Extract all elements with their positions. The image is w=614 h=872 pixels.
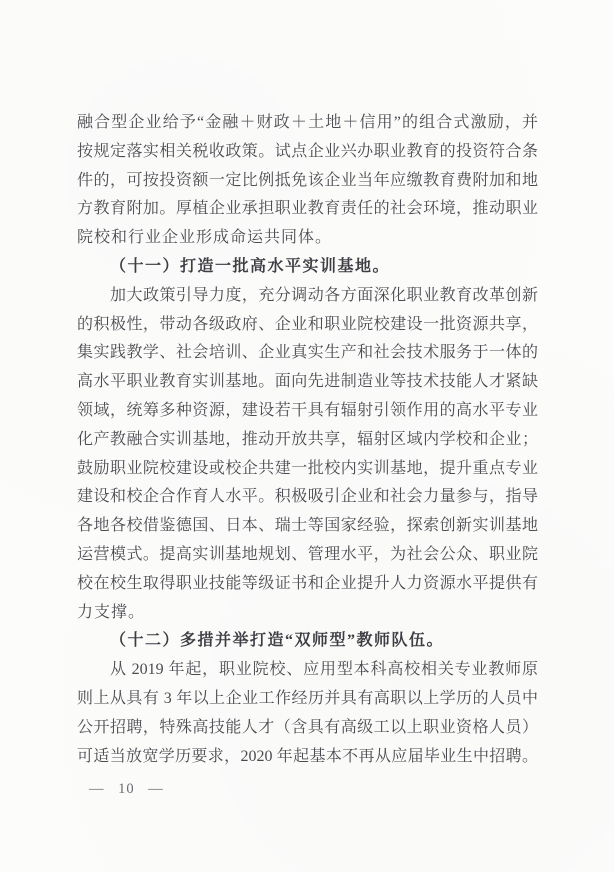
body-line: 按规定落实相关税收政策。试点企业兴办职业教育的投资符合条 — [77, 142, 538, 160]
body-line: 可适当放宽学历要求，2020 年起基本不再从应届毕业生中招聘。 — [77, 747, 538, 765]
body-line: 方教育附加。厚植企业承担职业教育责任的社会环境，推动职业 — [77, 200, 538, 218]
body-line: 建设和校企合作育人水平。积极吸引企业和社会力量参与，指导 — [77, 488, 538, 506]
body-line: 从 2019 年起，职业院校、应用型本科高校相关专业教师原 — [110, 661, 538, 679]
body-line: 集实践教学、社会培训、企业真实生产和社会技术服务于一体的 — [77, 344, 538, 362]
body-line: 各地各校借鉴德国、日本、瑞士等国家经验，探索创新实训基地 — [77, 517, 538, 535]
body-line: 融合型企业给予“金融＋财政＋土地＋信用”的组合式激励，并 — [77, 114, 538, 131]
body-line: 加大政策引导力度，充分调动各方面深化职业教育改革创新 — [110, 286, 538, 304]
body-line: 鼓励职业院校建设或校企共建一批校内实训基地，提升重点专业 — [77, 459, 538, 477]
body-line: 的积极性，带动各级政府、企业和职业院校建设一批资源共享， — [77, 315, 538, 333]
body-line: 件的，可按投资额一定比例抵免该企业当年应缴教育费附加和地 — [77, 171, 538, 189]
body-text — [77, 109, 538, 771]
body-line: 力支撑。 — [77, 603, 146, 621]
body-line: 高水平职业教育实训基地。面向先进制造业等技术技能人才紧缺 — [77, 373, 538, 391]
section-heading-12: （十二）多措并举打造“双师型”教师队伍。 — [110, 632, 445, 650]
body-line: 则上从具有 3 年以上企业工作经历并具有高职以上学历的人员中 — [77, 689, 538, 707]
page-number: — 10 — — [89, 781, 164, 797]
body-line: 领域，统筹多种资源，建设若干具有辐射引领作用的高水平专业 — [77, 401, 538, 419]
body-line: 校在校生取得职业技能等级证书和企业提升人力资源水平提供有 — [77, 574, 538, 592]
body-line: 院校和行业企业形成命运共同体。 — [77, 229, 333, 247]
body-line: 公开招聘，特殊高技能人才（含具有高级工以上职业资格人员） — [77, 718, 538, 736]
section-heading-11: （十一）打造一批高水平实训基地。 — [110, 257, 391, 275]
body-line: 运营模式。提高实训基地规划、管理水平，为社会公众、职业院 — [77, 545, 538, 563]
body-line: 化产教融合实训基地，推动开放共享，辐射区域内学校和企业； — [77, 430, 538, 448]
